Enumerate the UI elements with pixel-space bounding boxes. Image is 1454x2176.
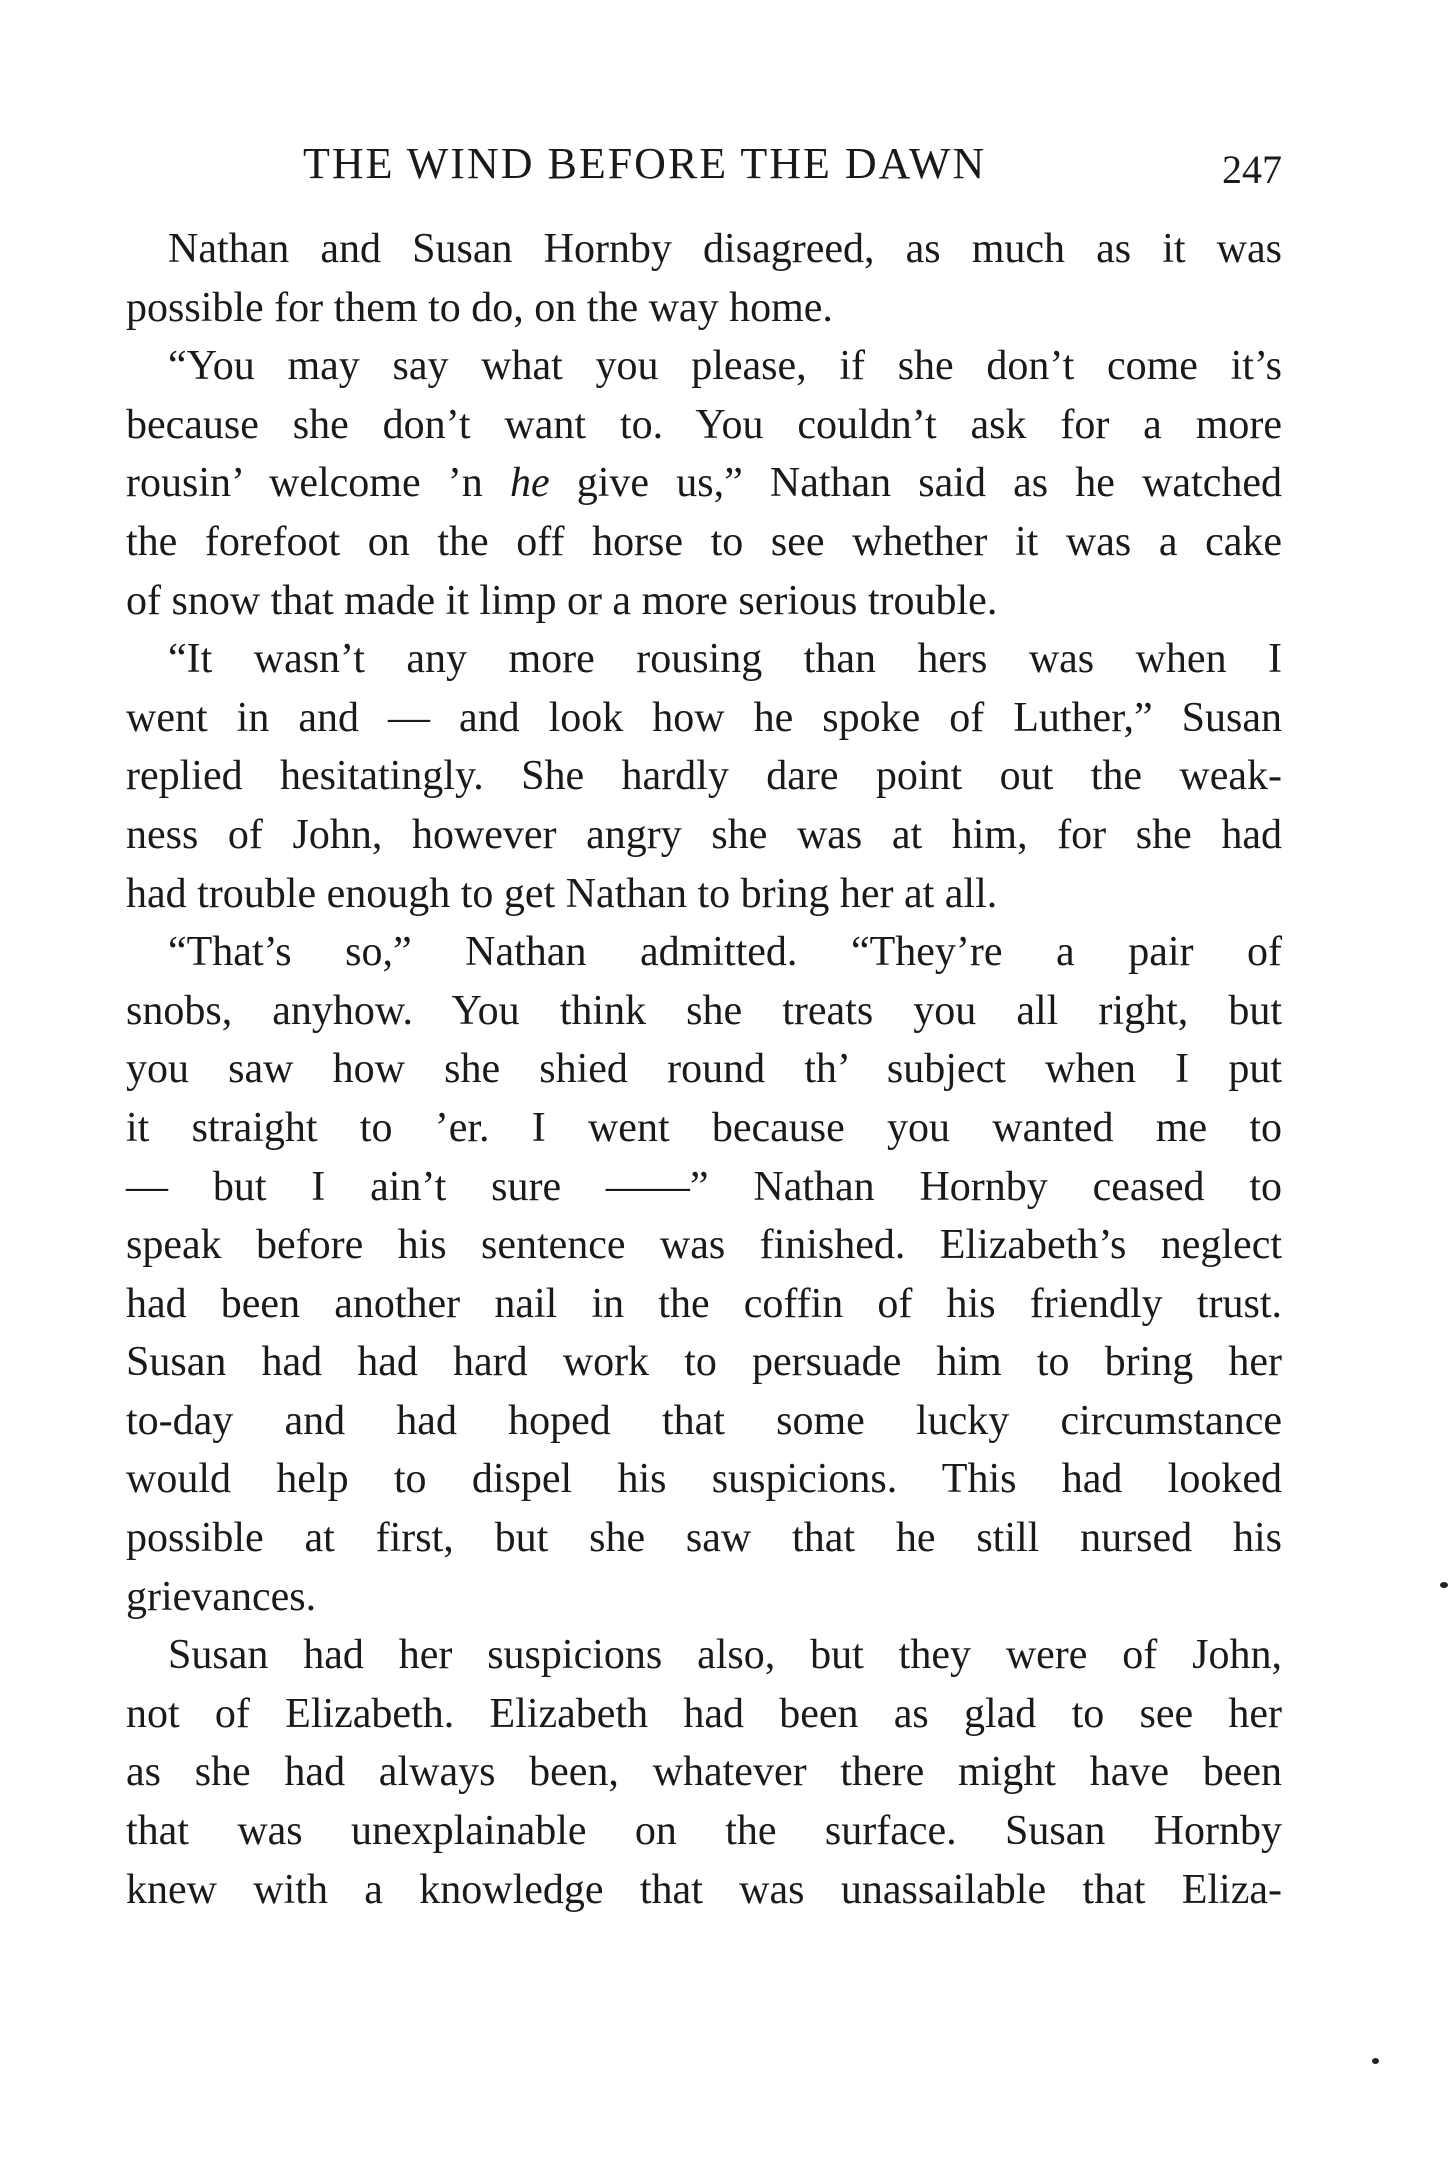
text-line: had trouble enough to get Nathan to bring her at all. (126, 870, 998, 917)
text-line: to-day and had hoped that some lucky circumstance (126, 1397, 1282, 1444)
text-line: replied hesitatingly. She hardly dare point out the weak- (126, 753, 1282, 800)
page-number: 247 (1222, 147, 1282, 192)
text-line: Susan had had hard work to persuade him to bring her (126, 1339, 1282, 1386)
text-line: had been another nail in the coffin of his friendly trust. (126, 1280, 1282, 1327)
text-run: give us,” Nathan said as he watched (549, 460, 1282, 507)
text-line: that was unexplainable on the surface. Susan Hornby (126, 1808, 1282, 1855)
body-text (126, 220, 1282, 1919)
text-line (126, 454, 1282, 513)
text-line: it straight to ’er. I went because you wanted me to (126, 1104, 1282, 1151)
text-line: “It wasn’t any more rousing than hers was when I (168, 636, 1282, 683)
text-line: “You may say what you please, if she don’t come it’s (168, 343, 1282, 390)
text-line: the forefoot on the off horse to see whether it was a cake (126, 518, 1282, 565)
text-line: would help to dispel his suspicions. This had looked (126, 1456, 1282, 1503)
text-line: knew with a knowledge that was unassailable that Eliza- (126, 1866, 1282, 1913)
text-line: Nathan and Susan Hornby disagreed, as much as it was (168, 226, 1282, 272)
print-speck (1440, 1582, 1448, 1588)
text-line: because she don’t want to. You couldn’t ask for a more (126, 401, 1282, 448)
text-line: Susan had her suspicions also, but they were of John, (168, 1632, 1282, 1679)
text-line: possible at first, but she saw that he still nursed his (126, 1515, 1282, 1562)
italic-word: he (509, 460, 550, 507)
text-line: grievances. (126, 1573, 317, 1620)
print-speck (1372, 2058, 1379, 2064)
text-line: not of Elizabeth. Elizabeth had been as glad to see her (126, 1690, 1282, 1737)
text-line: “That’s so,” Nathan admitted. “They’re a pair of (168, 929, 1282, 976)
text-line: of snow that made it limp or a more serious trouble. (126, 577, 998, 624)
text-line: ness of John, however angry she was at him, for she had (126, 811, 1282, 858)
text-line: you saw how she shied round th’ subject when I put (126, 1046, 1282, 1093)
running-title: THE WIND BEFORE THE DAWN (303, 139, 987, 188)
text-run: rousin’ welcome ’n (126, 460, 510, 507)
text-line: went in and — and look how he spoke of Luther,” Susan (126, 694, 1282, 741)
text-line: speak before his sentence was finished. Elizabeth’s neglect (126, 1222, 1282, 1269)
text-line: snobs, anyhow. You think she treats you all right, but (126, 987, 1282, 1034)
text-line: as she had always been, whatever there might have been (126, 1749, 1282, 1796)
page-header (126, 138, 1282, 198)
text-line: possible for them to do, on the way home. (126, 284, 833, 331)
text-line: — but I ain’t sure ——” Nathan Hornby ceased to (126, 1163, 1282, 1210)
